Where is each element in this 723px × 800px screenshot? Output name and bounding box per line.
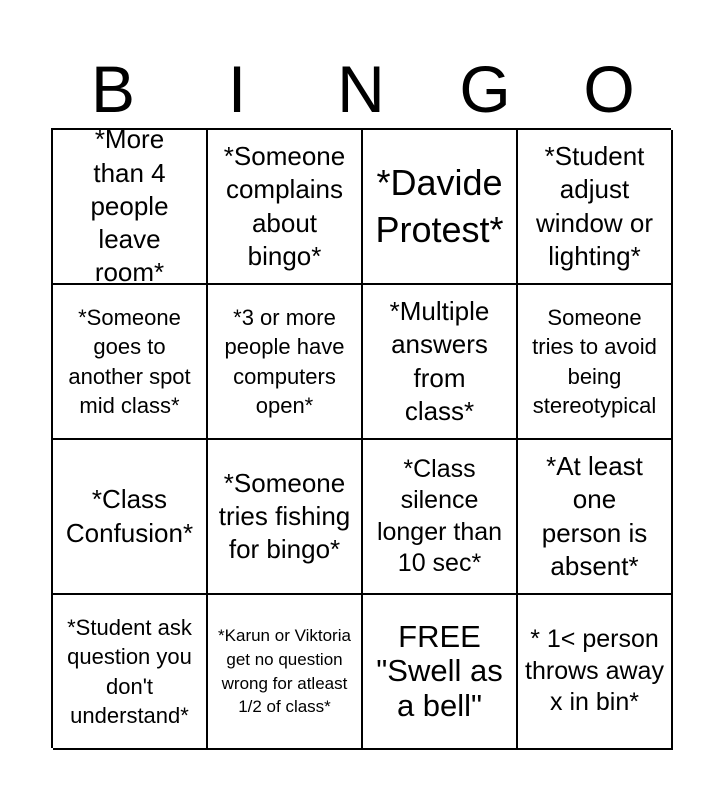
bingo-cell-r1c4[interactable]	[518, 130, 673, 285]
bingo-cell-r3c4[interactable]	[518, 440, 673, 595]
cell-text: *More than 4 people leave room*	[90, 124, 169, 288]
bingo-cell-r1c3[interactable]	[363, 130, 518, 285]
bingo-cell-r3c3[interactable]	[363, 440, 518, 595]
bingo-cell-r2c1[interactable]	[53, 285, 208, 440]
bingo-cell-r4c2[interactable]	[208, 595, 363, 750]
cell-text: *Davide Protest*	[375, 162, 504, 250]
bingo-grid	[51, 124, 671, 748]
cell-text: *Student adjust window or lighting*	[535, 140, 654, 271]
cell-text: *Someone tries fishing for bingo*	[218, 467, 351, 565]
header-letter-b: B	[90, 52, 136, 126]
cell-text: *3 or more people have computers open*	[224, 305, 345, 418]
bingo-cell-r1c2[interactable]	[208, 130, 363, 285]
bingo-cell-free[interactable]	[363, 595, 518, 750]
cell-text: * 1< person throws away x in bin*	[525, 625, 664, 717]
bingo-cell-r2c4[interactable]	[518, 285, 673, 440]
cell-text: *At least one person is absent*	[541, 450, 648, 581]
bingo-cell-r3c1[interactable]	[53, 440, 208, 595]
cell-text: *Student ask question you don't understand*	[67, 615, 192, 728]
header-letter-n: N	[337, 52, 385, 126]
cell-text: *Someone goes to another spot mid class*	[68, 305, 191, 418]
bingo-cell-r2c2[interactable]	[208, 285, 363, 440]
cell-text: FREE "Swell as a bell"	[376, 619, 503, 723]
bingo-cell-r2c3[interactable]	[363, 285, 518, 440]
cell-text: *Class Confusion*	[65, 484, 194, 548]
bingo-cell-r3c2[interactable]	[208, 440, 363, 595]
bingo-header	[51, 50, 671, 128]
bingo-cell-r1c1[interactable]	[53, 124, 208, 288]
bingo-cell-r4c1[interactable]	[53, 595, 208, 750]
cell-text: *Someone complains about bingo*	[223, 140, 346, 271]
header-letter-g: G	[459, 52, 511, 126]
cell-text: Someone tries to avoid being stereotypical	[532, 305, 657, 418]
header-letter-o: O	[583, 52, 635, 126]
cell-text: *Class silence longer than 10 sec*	[376, 454, 503, 577]
cell-text: *Multiple answers from class*	[389, 295, 490, 426]
header-letter-i: I	[227, 52, 247, 126]
bingo-cell-r4c4[interactable]	[518, 595, 673, 750]
cell-text: *Karun or Viktoria get no question wrong for atleast 1/2 of class*	[218, 626, 351, 717]
